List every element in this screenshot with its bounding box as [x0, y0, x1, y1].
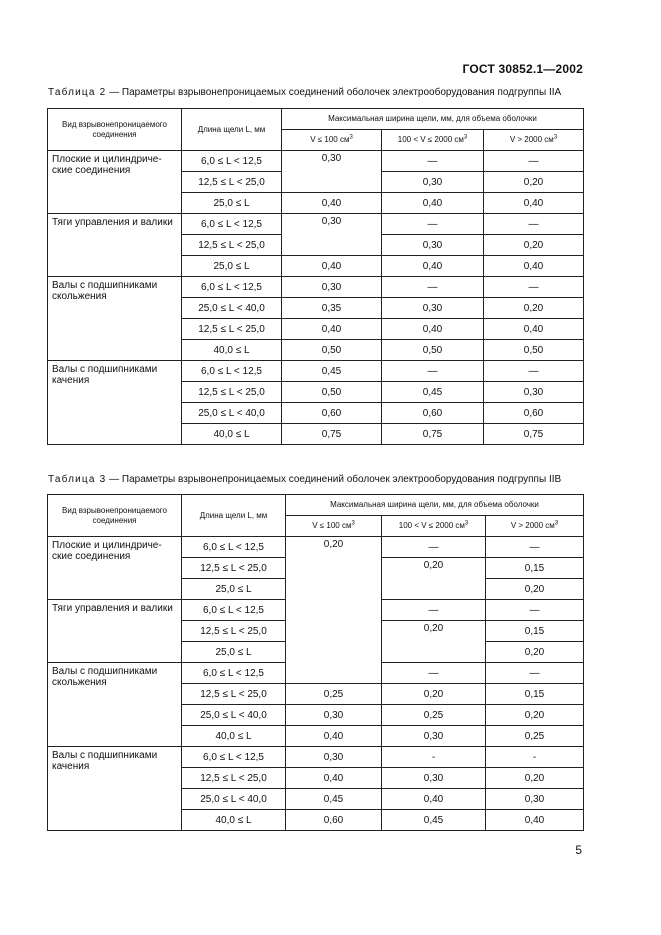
value-cell: 0,40 — [382, 256, 484, 277]
gap-length: 6,0 ≤ L < 12,5 — [182, 214, 282, 235]
row-name: Плоские и цилиндриче-ские соединения — [48, 537, 182, 600]
value-cell: 0,20 — [484, 172, 584, 193]
gap-length: 6,0 ≤ L < 12,5 — [182, 361, 282, 382]
gap-length: 25,0 ≤ L — [182, 193, 282, 214]
gap-length: 40,0 ≤ L — [182, 810, 286, 831]
value-cell: 0,30 — [382, 768, 486, 789]
value-cell: 0,50 — [382, 340, 484, 361]
gap-length: 12,5 ≤ L < 25,0 — [182, 621, 286, 642]
value-cell: 0,25 — [382, 705, 486, 726]
gap-length: 6,0 ≤ L < 12,5 — [182, 747, 286, 768]
value-cell: 0,40 — [282, 319, 382, 340]
gap-length: 12,5 ≤ L < 25,0 — [182, 382, 282, 403]
table-row — [48, 214, 584, 235]
value-cell: 0,45 — [282, 361, 382, 382]
table3-subheader-2: 100 < V ≤ 2000 $см^3$ — [382, 516, 486, 537]
value-cell: 0,20 — [382, 621, 486, 663]
table-row — [48, 151, 584, 172]
table2-header-row — [48, 109, 584, 130]
row-name: Тяги управления и валики — [48, 214, 182, 277]
table3-header-length: Длина щели L, мм — [182, 495, 286, 537]
value-cell: — — [382, 663, 486, 684]
gap-length: 12,5 ≤ L < 25,0 — [182, 768, 286, 789]
value-cell: 0,45 — [286, 789, 382, 810]
value-cell: 0,40 — [484, 193, 584, 214]
value-cell: 0,40 — [282, 256, 382, 277]
value-cell: — — [382, 600, 486, 621]
table2-header-length: Длина щели L, мм — [182, 109, 282, 151]
value-cell: 0,35 — [282, 298, 382, 319]
value-cell: 0,20 — [484, 298, 584, 319]
value-cell: — — [484, 214, 584, 235]
table2-subheader-2: 100 < V ≤ 2000 $см^3$ — [382, 130, 484, 151]
table-row — [48, 537, 584, 558]
gap-length: 12,5 ≤ L < 25,0 — [182, 684, 286, 705]
table-row — [48, 361, 584, 382]
value-cell: — — [484, 151, 584, 172]
value-cell: 0,20 — [486, 705, 584, 726]
row-name: Валы с подшипниками скольжения — [48, 663, 182, 747]
value-cell: 0,40 — [282, 193, 382, 214]
value-cell: — — [486, 600, 584, 621]
value-cell: - — [486, 747, 584, 768]
value-cell: 0,30 — [382, 298, 484, 319]
gap-length: 6,0 ≤ L < 12,5 — [182, 663, 286, 684]
gap-length: 12,5 ≤ L < 25,0 — [182, 172, 282, 193]
value-cell: — — [486, 537, 584, 558]
table2 — [47, 108, 584, 445]
gap-length: 25,0 ≤ L < 40,0 — [182, 705, 286, 726]
value-cell: 0,45 — [382, 382, 484, 403]
table2-caption-label: Таблица 2 — [48, 87, 107, 98]
value-cell: 0,75 — [382, 424, 484, 445]
value-cell: 0,30 — [382, 726, 486, 747]
value-cell: 0,50 — [282, 382, 382, 403]
table3-caption-label: Таблица 3 — [48, 474, 107, 485]
table2-caption-text: — Параметры взрывонепроницаемых соединений оболочек электрооборудования подгруппы IIA — [106, 87, 562, 98]
table2-header-max-width: Максимальная ширина щели, мм, для объема оболочки — [282, 109, 584, 130]
gap-length: 25,0 ≤ L — [182, 579, 286, 600]
value-cell: - — [382, 747, 486, 768]
value-cell: 0,60 — [282, 403, 382, 424]
row-name: Валы с подшипниками качения — [48, 361, 182, 445]
row-name: Плоские и цилиндриче-ские соединения — [48, 151, 182, 214]
value-cell: 0,20 — [382, 684, 486, 705]
gap-length: 6,0 ≤ L < 12,5 — [182, 277, 282, 298]
table3 — [47, 494, 584, 831]
value-cell: — — [486, 663, 584, 684]
value-cell: 0,40 — [484, 319, 584, 340]
value-cell: — — [382, 151, 484, 172]
table3-header-row — [48, 495, 584, 516]
gap-length: 25,0 ≤ L < 40,0 — [182, 789, 286, 810]
value-cell: — — [484, 277, 584, 298]
table-row — [48, 747, 584, 768]
gap-length: 25,0 ≤ L — [182, 256, 282, 277]
value-cell: 0,30 — [484, 382, 584, 403]
value-cell: 0,15 — [486, 684, 584, 705]
value-cell: 0,60 — [382, 403, 484, 424]
table3-header-type: Вид взрывонепроницаемого соединения — [48, 495, 182, 537]
value-cell: 0,20 — [486, 768, 584, 789]
value-cell: 0,75 — [484, 424, 584, 445]
value-cell: 0,20 — [484, 235, 584, 256]
value-cell: — — [484, 361, 584, 382]
gap-length: 25,0 ≤ L — [182, 642, 286, 663]
document-code: ГОСТ 30852.1—2002 — [462, 62, 583, 76]
gap-length: 25,0 ≤ L < 40,0 — [182, 298, 282, 319]
gap-length: 40,0 ≤ L — [182, 726, 286, 747]
value-cell: 0,50 — [484, 340, 584, 361]
value-cell: 0,30 — [486, 789, 584, 810]
value-cell: 0,75 — [282, 424, 382, 445]
value-cell: 0,15 — [486, 558, 584, 579]
row-name: Валы с подшипниками качения — [48, 747, 182, 831]
value-cell: 0,40 — [382, 789, 486, 810]
value-cell: 0,60 — [286, 810, 382, 831]
value-cell: 0,20 — [486, 579, 584, 600]
value-cell: 0,40 — [382, 319, 484, 340]
table3-header-max-width: Максимальная ширина щели, мм, для объема оболочки — [286, 495, 584, 516]
value-cell: 0,15 — [486, 621, 584, 642]
page-number: 5 — [575, 843, 582, 857]
table-row — [48, 277, 584, 298]
table3-subheader-3: V > 2000 $см^3$ — [486, 516, 584, 537]
gap-length: 40,0 ≤ L — [182, 340, 282, 361]
gap-length: 6,0 ≤ L < 12,5 — [182, 600, 286, 621]
value-cell: — — [382, 361, 484, 382]
value-cell: 0,50 — [282, 340, 382, 361]
value-cell: 0,40 — [484, 256, 584, 277]
value-cell: 0,20 — [286, 537, 382, 684]
gap-length: 12,5 ≤ L < 25,0 — [182, 558, 286, 579]
value-cell: 0,30 — [382, 172, 484, 193]
row-name: Валы с подшипниками скольжения — [48, 277, 182, 361]
value-cell: 0,30 — [282, 277, 382, 298]
gap-length: 6,0 ≤ L < 12,5 — [182, 151, 282, 172]
gap-length: 12,5 ≤ L < 25,0 — [182, 319, 282, 340]
value-cell: 0,30 — [382, 235, 484, 256]
table3-subheader-1: V ≤ 100 $см^3$ — [286, 516, 382, 537]
gap-length: 6,0 ≤ L < 12,5 — [182, 537, 286, 558]
table2-caption — [48, 87, 561, 98]
value-cell: 0,25 — [286, 684, 382, 705]
value-cell: — — [382, 537, 486, 558]
value-cell: — — [382, 214, 484, 235]
value-cell: 0,30 — [286, 747, 382, 768]
value-cell: 0,45 — [382, 810, 486, 831]
value-cell: 0,30 — [282, 151, 382, 193]
table3-caption — [48, 474, 561, 485]
value-cell: 0,60 — [484, 403, 584, 424]
value-cell: 0,40 — [286, 768, 382, 789]
value-cell: 0,40 — [286, 726, 382, 747]
value-cell: 0,20 — [382, 558, 486, 600]
table2-header-type: Вид взрывонепроницаемого соединения — [48, 109, 182, 151]
value-cell: 0,30 — [282, 214, 382, 256]
value-cell: 0,40 — [486, 810, 584, 831]
value-cell: — — [382, 277, 484, 298]
value-cell: 0,40 — [382, 193, 484, 214]
table2-subheader-3: V > 2000 $см^3$ — [484, 130, 584, 151]
value-cell: 0,20 — [486, 642, 584, 663]
gap-length: 25,0 ≤ L < 40,0 — [182, 403, 282, 424]
gap-length: 40,0 ≤ L — [182, 424, 282, 445]
gap-length: 12,5 ≤ L < 25,0 — [182, 235, 282, 256]
table3-caption-text: — Параметры взрывонепроницаемых соединений оболочек электрооборудования подгруппы IIB — [106, 474, 562, 485]
value-cell: 0,25 — [486, 726, 584, 747]
value-cell: 0,30 — [286, 705, 382, 726]
row-name: Тяги управления и валики — [48, 600, 182, 663]
table2-subheader-1: V ≤ 100 $см^3$ — [282, 130, 382, 151]
